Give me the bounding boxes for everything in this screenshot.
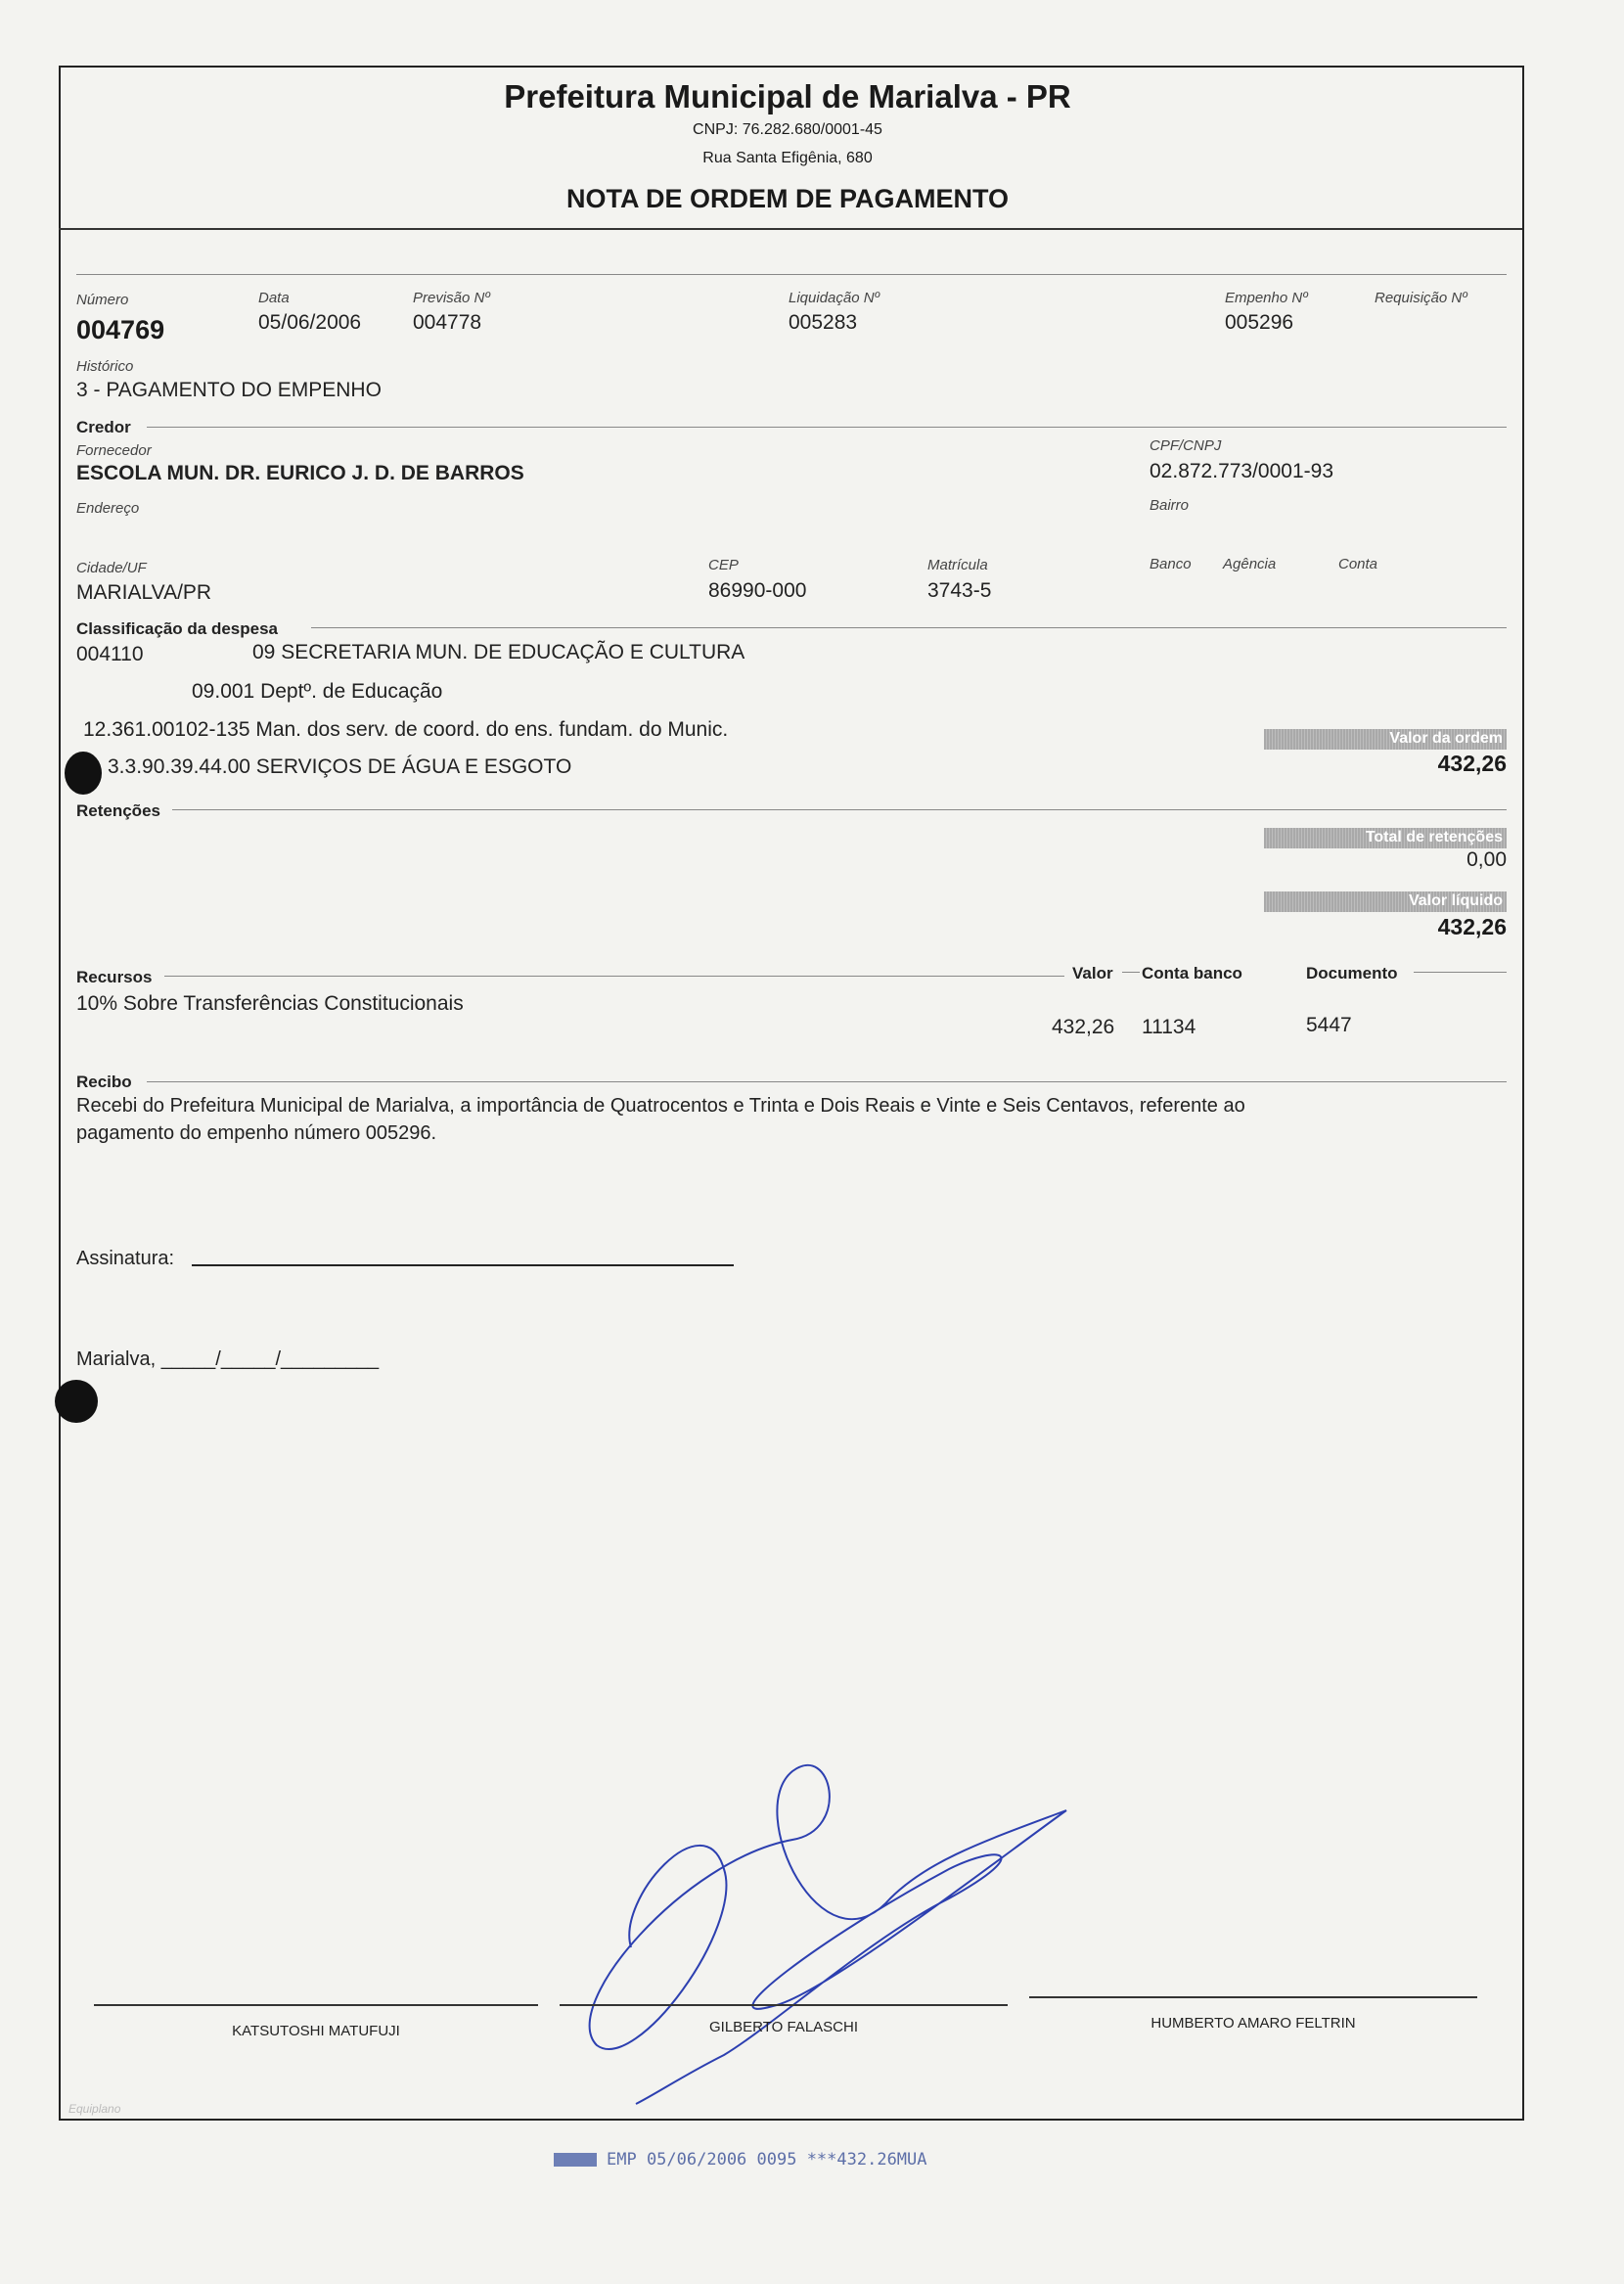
ids-divider: [76, 274, 1507, 275]
recursos-divider-2: [1122, 972, 1140, 973]
signature-line-1: [94, 2004, 538, 2006]
matricula-value: 3743-5: [927, 579, 992, 602]
valor-ordem-bar: [1264, 729, 1507, 750]
recursos-conta-label: Conta banco: [1142, 964, 1242, 982]
stamp-logo: [554, 2153, 597, 2167]
recursos-descricao: 10% Sobre Transferências Constitucionais: [76, 992, 464, 1015]
cidade-value: MARIALVA/PR: [76, 581, 212, 604]
signatario-3: HUMBERTO AMARO FELTRIN: [1150, 2015, 1356, 2032]
bairro-label: Bairro: [1150, 497, 1190, 514]
cep-label: CEP: [708, 557, 739, 573]
total-retencoes-bar: [1264, 828, 1507, 848]
handwritten-signature: [577, 1752, 1076, 2114]
recursos-valor: 432,26: [1052, 1016, 1115, 1038]
classificacao-divider: [311, 627, 1507, 628]
recursos-documento: 5447: [1306, 1014, 1352, 1036]
historico-label: Histórico: [76, 358, 134, 375]
data-value: 05/06/2006: [258, 311, 362, 334]
valor-ordem-value: 432,26: [1437, 751, 1507, 776]
punch-hole: [65, 752, 102, 795]
recursos-conta: 11134: [1142, 1016, 1196, 1038]
data-label: Data: [258, 290, 290, 306]
recursos-divider-3: [1414, 972, 1507, 973]
local-data-field[interactable]: Marialva, _____/_____/_________: [76, 1348, 380, 1370]
elemento: 3.3.90.39.44.00 SERVIÇOS DE ÁGUA E ESGOTO: [108, 755, 572, 778]
doc-title: NOTA DE ORDEM DE PAGAMENTO: [565, 184, 1009, 213]
departamento: 09.001 Deptº. de Educação: [192, 680, 443, 703]
empenho-label: Empenho Nº: [1225, 290, 1308, 306]
previsao-value: 004778: [413, 311, 482, 334]
recursos-documento-label: Documento: [1306, 964, 1398, 982]
secretaria: 09 SECRETARIA MUN. DE EDUCAÇÃO E CULTURA: [252, 641, 745, 663]
equiplano-brand: Equiplano: [68, 2102, 121, 2116]
empenho-value: 005296: [1225, 311, 1294, 334]
numero-value: 004769: [76, 315, 165, 344]
mechanical-stamp: [554, 2150, 927, 2170]
assinatura-line[interactable]: [192, 1264, 734, 1266]
requisicao-label: Requisição Nº: [1375, 290, 1467, 306]
recursos-section: Recursos: [76, 968, 153, 986]
classificacao-code: 004110: [76, 643, 144, 665]
valor-liquido-value: 432,26: [1437, 914, 1507, 939]
signatario-2: GILBERTO FALASCHI: [709, 2019, 858, 2035]
cidade-label: Cidade/UF: [76, 560, 147, 576]
valor-ordem-label: Valor da ordem: [1389, 730, 1503, 747]
recibo-section: Recibo: [76, 1073, 132, 1091]
page-title: Prefeitura Municipal de Marialva - PR: [504, 78, 1071, 114]
programa: 12.361.00102-135 Man. dos serv. de coord. do ens. fundam. do Munic.: [83, 718, 729, 741]
matricula-label: Matrícula: [927, 557, 988, 573]
fornecedor-label: Fornecedor: [76, 442, 152, 459]
recursos-valor-label: Valor: [1072, 964, 1113, 982]
address: Rua Santa Efigênia, 680: [702, 150, 873, 166]
historico-value: 3 - PAGAMENTO DO EMPENHO: [76, 379, 382, 401]
punch-hole: [55, 1380, 98, 1423]
credor-section: Credor: [76, 418, 131, 436]
liquidacao-value: 005283: [789, 311, 858, 334]
assinatura-label: Assinatura:: [76, 1248, 175, 1269]
recursos-divider: [164, 976, 1064, 977]
previsao-label: Previsão Nº: [413, 290, 490, 306]
total-retencoes-label: Total de retenções: [1365, 829, 1503, 845]
recibo-divider: [147, 1081, 1507, 1082]
banco-label: Banco: [1150, 556, 1192, 572]
liquidacao-label: Liquidação Nº: [789, 290, 880, 306]
fornecedor-value: ESCOLA MUN. DR. EURICO J. D. DE BARROS: [76, 462, 524, 484]
conta-label: Conta: [1338, 556, 1378, 572]
cnpj: CNPJ: 76.282.680/0001-45: [693, 121, 882, 138]
stamp-text: EMP 05/06/2006 0095 ***432.26MUA: [607, 2150, 927, 2170]
signatario-1: KATSUTOSHI MATUFUJI: [232, 2023, 400, 2039]
retencoes-section: Retenções: [76, 801, 160, 820]
header-divider: [59, 228, 1522, 230]
agencia-label: Agência: [1223, 556, 1277, 572]
recibo-line-1: Recebi do Prefeitura Municipal de Marialva, a importância de Quatrocentos e Trinta e Dois Reais e Vinte e Seis Centavos, referente ao: [76, 1095, 1245, 1117]
total-retencoes-value: 0,00: [1466, 848, 1507, 871]
valor-liquido-bar: [1264, 891, 1507, 912]
signature-line-2: [560, 2004, 1008, 2006]
credor-divider: [147, 427, 1507, 428]
cep-value: 86990-000: [708, 579, 807, 602]
cpf-value: 02.872.773/0001-93: [1150, 460, 1334, 482]
signature-line-3: [1029, 1996, 1477, 1998]
recibo-line-2: pagamento do empenho número 005296.: [76, 1122, 437, 1144]
retencoes-divider: [172, 809, 1507, 810]
classificacao-section: Classificação da despesa: [76, 619, 279, 638]
valor-liquido-label: Valor líquido: [1408, 892, 1503, 909]
numero-label: Número: [76, 292, 129, 308]
endereco-label: Endereço: [76, 500, 140, 517]
cpf-label: CPF/CNPJ: [1150, 437, 1222, 454]
